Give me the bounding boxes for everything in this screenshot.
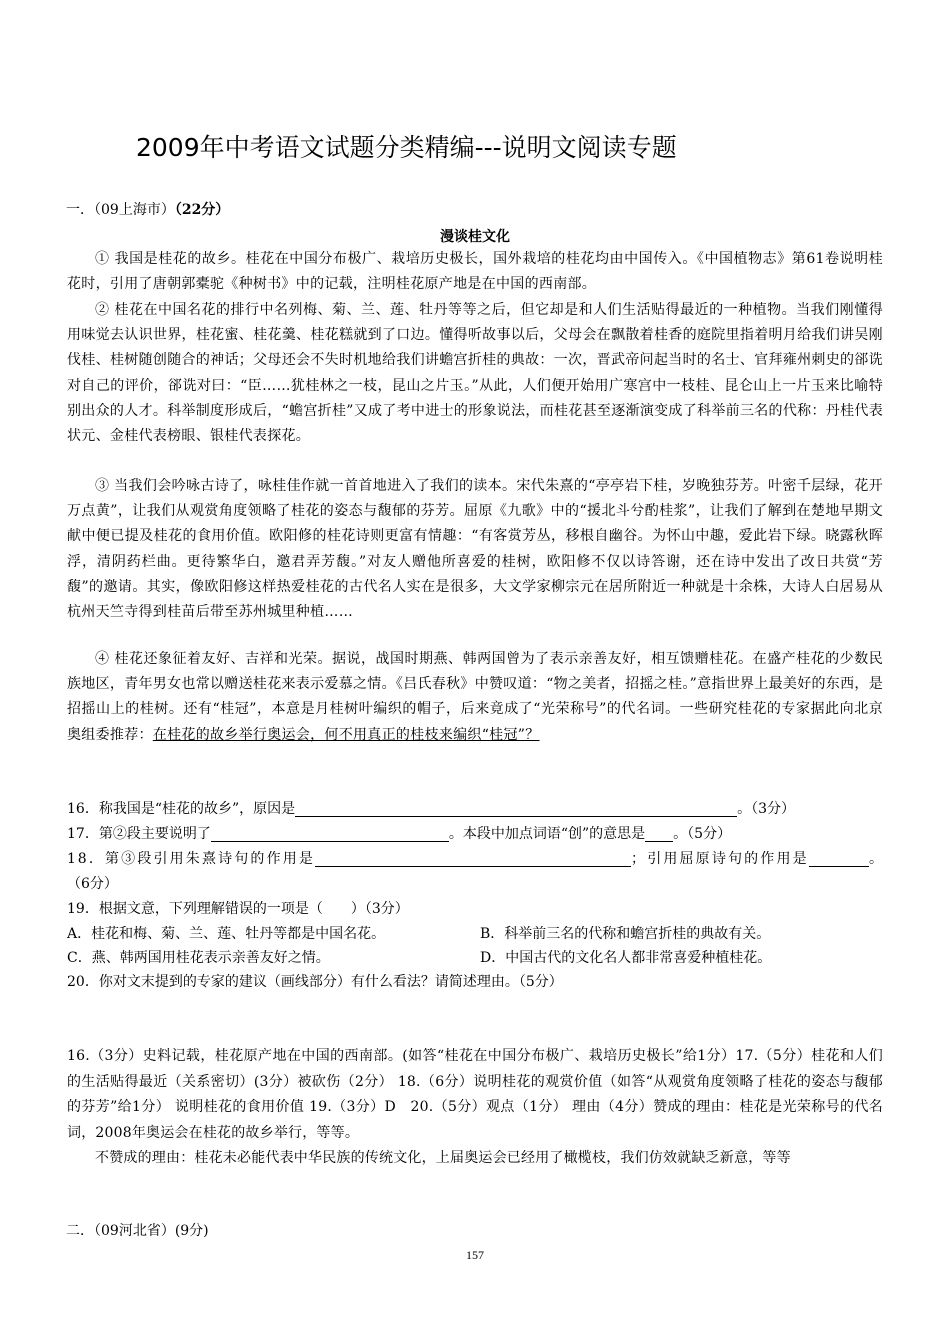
answer-blank-17a[interactable] — [211, 825, 449, 842]
question-16-text: 16．称我国是“桂花的故乡”，原因是 — [67, 801, 296, 817]
question-17-score: 。（5分） — [673, 826, 732, 842]
answer-blank-18a[interactable] — [315, 850, 631, 867]
document-title: 2009年中考语文试题分类精编---说明文阅读专题 — [136, 133, 677, 162]
question-17-text: 17．第②段主要说明了 — [67, 826, 211, 842]
question-18 — [67, 847, 883, 897]
section-1-score: （22分） — [174, 202, 230, 218]
question-16-score: 。（3分） — [737, 801, 796, 817]
option-a[interactable]: A．桂花和梅、菊、兰、莲、牡丹等都是中国名花。 — [67, 926, 386, 942]
question-17-mid: 。本段中加点词语“创”的意思是 — [448, 826, 646, 842]
paragraph-4 — [67, 647, 883, 748]
paragraph-1: ① 我国是桂花的故乡。桂花在中国分布极广、栽培历史极长，国外栽培的桂花均由中国传入。《中国植物志》第61卷说明桂花时，引用了唐朝郭橐驼《种树书》中的记载，注明桂花原产地是在中国的西南部。 — [67, 251, 883, 293]
answer-blank-16[interactable] — [295, 800, 737, 817]
section-1-label: 一．（09上海市） — [66, 202, 175, 218]
paragraph-4-text: ④ 桂花还象征着友好、吉祥和光荣。据说，战国时期燕、韩两国曾为了表示亲善友好，相互馈赠桂花。在盛产桂花的少数民族地区，青年男女也常以赠送桂花来表示爱慕之情。《吕氏春秋》中赞叹道：“物之美者，招摇之桂。”意指世界上最美好的东西，是招摇山上的桂树。还有“桂冠”，本意是月桂树叶编织的帽子，后来竟成了“光荣称号”的代名词。一些研究桂花的专家据此向北京奥组委推荐： — [67, 651, 884, 743]
answer-key-1: 16.（3分）史料记载，桂花原产地在中国的西南部。(如答“桂花在中国分布极广、栽培历史极长”给1分）17.（5分）桂花和人们的生活贴得最近（关系密切）(3分）被砍伤（2分） 18.（6分）说明桂花的观赏价值（如答“从观赏角度领略了桂花的姿态与馥郁的芬芳”给1分） 说明桂花的食用价值 19.（3分）D 20.（5分）观点（1分） 理由（4分）赞成的理由：桂花是光荣称号的代名词，2008年奥运会在桂花的故乡举行，等等。 — [67, 1048, 883, 1141]
question-18-mid: ；引用屈原诗句的作用是 — [631, 851, 809, 867]
page-number: 157 — [466, 1248, 484, 1262]
underlined-expert-suggestion: 在桂花的故乡举行奥运会，何不用真正的桂枝来编织“桂冠”？ — [152, 726, 540, 743]
option-b[interactable]: B．科举前三名的代称和蟾宫折桂的典故有关。 — [480, 926, 771, 942]
section-1-heading — [66, 199, 229, 221]
section-2-heading: 二．（09河北省）(9分) — [66, 1223, 209, 1239]
question-17 — [67, 822, 883, 847]
option-d[interactable]: D．中国古代的文化名人都非常喜爱种植桂花。 — [480, 950, 772, 966]
article-title: 漫谈桂文化 — [440, 229, 510, 245]
paragraph-2: ② 桂花在中国名花的排行中名列梅、菊、兰、莲、牡丹等等之后，但它却是和人们生活贴得最近的一种植物。当我们刚懂得用味觉去认识世界，桂花蜜、桂花羹、桂花糕就到了口边。懂得听故事以后，父母会在飘散着桂香的庭院里指着明月给我们讲吴刚伐桂、桂树随创随合的神话；父母还会不失时机地给我们讲蟾宫折桂的典故：一次，晋武帝问起当时的名士、官拜雍州刺史的郤诜对自己的评价，郤诜对曰：“臣……犹桂林之一枝，昆山之片玉。”从此，人们便开始用广寒宫中一枝桂、昆仑山上一片玉来比喻特别出众的人才。科举制度形成后，“蟾宫折桂”又成了考中进士的形象说法，而桂花甚至逐渐演变成了科举前三名的代称：丹桂代表状元、金桂代表榜眼、银桂代表探花。 — [67, 302, 883, 445]
paragraph-3: ③ 当我们会吟咏古诗了，咏桂佳作就一首首地进入了我们的读本。宋代朱熹的“亭亭岩下桂，岁晚独芬芳。叶密千层绿，花开万点黄”，让我们从观赏角度领略了桂花的姿态与馥郁的芬芳。屈原《九歌》中的“援北斗兮酌桂浆”，让我们了解到在楚地早期文献中便已提及桂花的食用价值。欧阳修的桂花诗则更富有情趣：“有客赏芳丛，移根自幽谷。为怀山中趣，爱此岩下绿。晓露秋晖浮，清阴药栏曲。更待繁华白，邀君弄芳馥。”对友人赠他所喜爱的桂树，欧阳修不仅以诗答谢，还在诗中发出了改日共赏“芳馥”的邀请。其实，像欧阳修这样热爱桂花的古代名人实在是很多，大文学家柳宗元在居所附近一种就是十余株，大诗人白居易从杭州天竺寺得到桂苗后带至苏州城里种植…… — [67, 478, 883, 621]
option-c[interactable]: C．燕、韩两国用桂花表示亲善友好之情。 — [67, 950, 330, 966]
question-19: 19．根据文意，下列理解错误的一项是（ ）（3分） — [67, 901, 409, 917]
question-18-text: 18．第③段引用朱熹诗句的作用是 — [67, 851, 316, 867]
question-20: 20．你对文末提到的专家的建议（画线部分）有什么看法？请简述理由。（5分） — [67, 974, 563, 990]
answer-key-2: 不赞成的理由：桂花未必能代表中华民族的传统文化，上届奥运会已经用了橄榄枝，我们仿效就缺乏新意，等等 — [95, 1150, 791, 1166]
answer-blank-18b[interactable] — [809, 850, 869, 867]
question-16 — [67, 797, 883, 822]
question-18-score: 。（6分） — [67, 851, 884, 892]
answer-blank-17b[interactable] — [645, 825, 673, 842]
